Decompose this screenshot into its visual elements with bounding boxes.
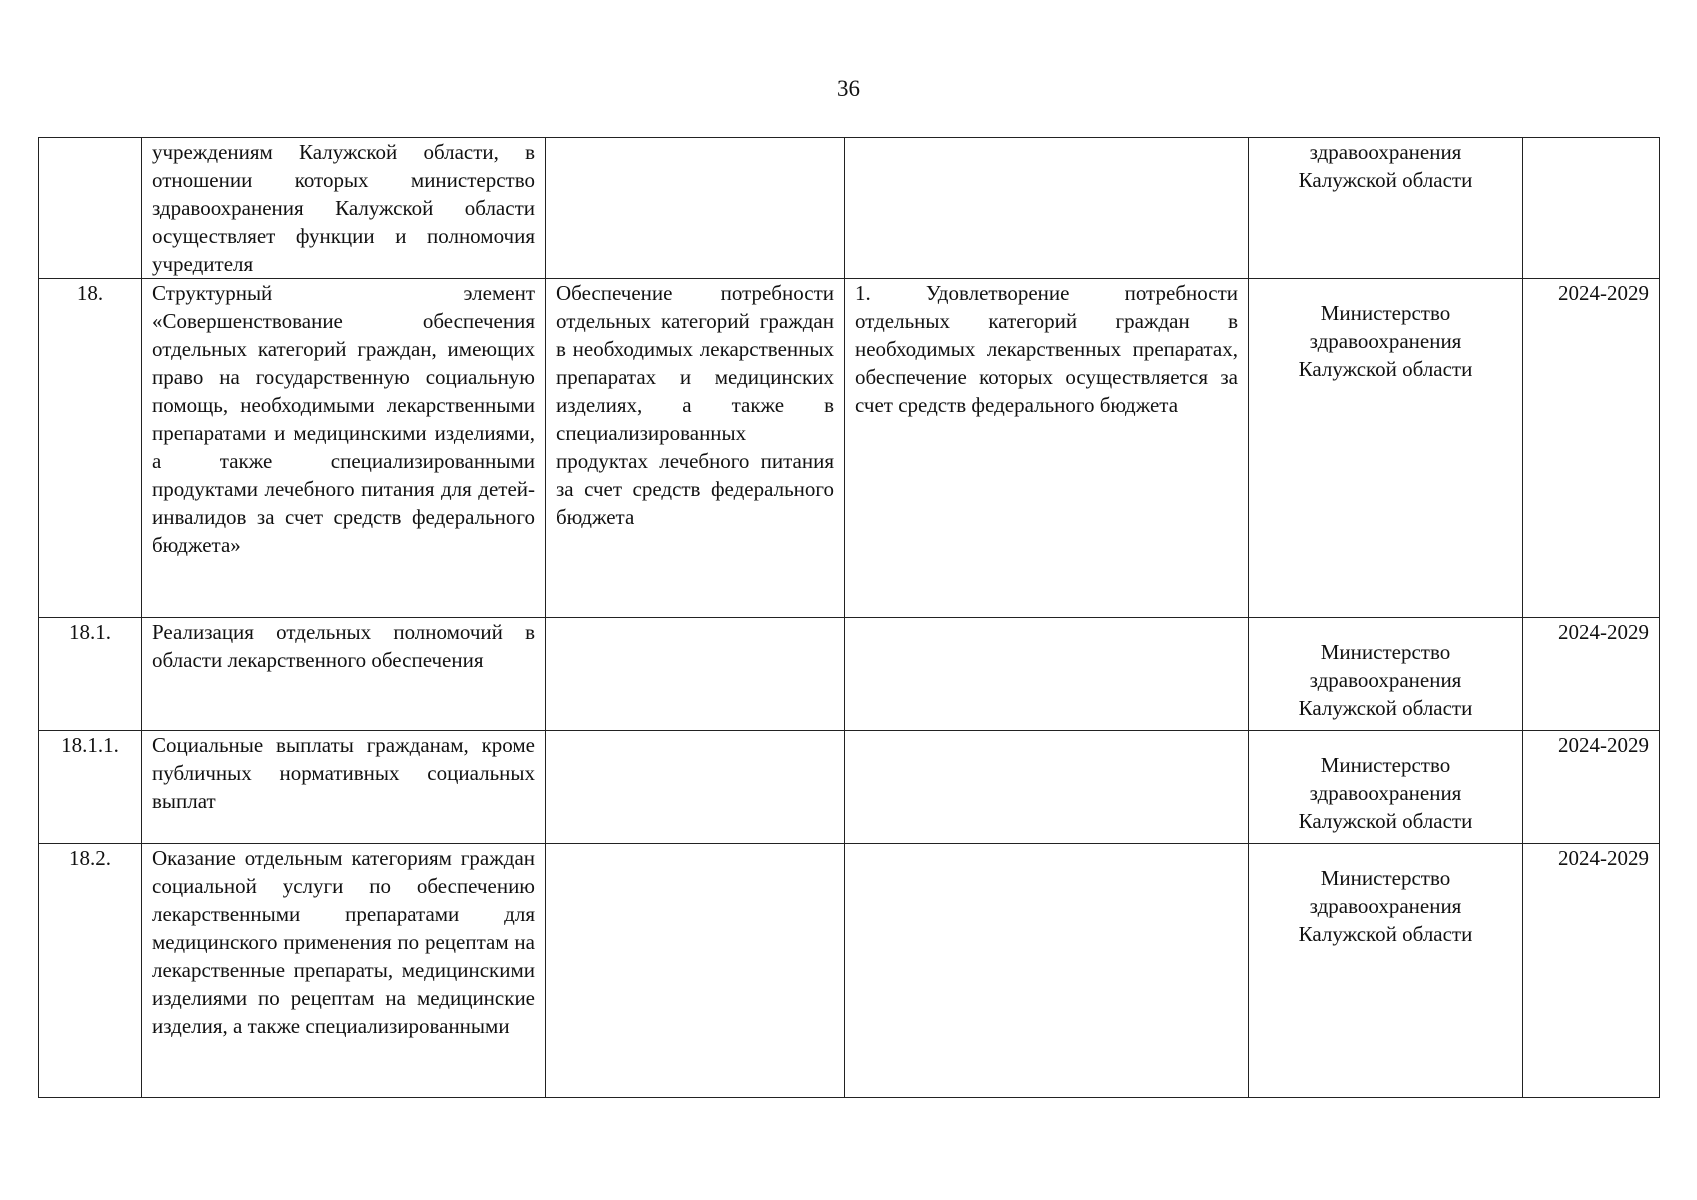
- row-number-cell: 18.1.: [39, 618, 142, 731]
- period-cell: 2024-2029: [1523, 731, 1660, 844]
- page-number: 36: [837, 76, 860, 101]
- table-row: [39, 731, 1660, 844]
- result-cell: [845, 138, 1249, 279]
- row-number-cell: 18.2.: [39, 844, 142, 1098]
- task-cell: [546, 138, 845, 279]
- element-name-cell: Структурный элемент «Совершенствование обеспечения отдельных категорий граждан, имеющих право на государственную социальную помощь, необходимыми лекарственными препаратами и медицинскими изделиями, а также специализированными продуктами лечебного питания для детей-инвалидов за счет средств федерального бюджета»: [142, 279, 546, 618]
- responsible-text: Министерство здравоохранения Калужской области: [1298, 753, 1473, 833]
- responsible-text: Министерство здравоохранения Калужской области: [1298, 301, 1473, 381]
- responsible-cell: [1249, 279, 1523, 618]
- element-name-cell: учреждениям Калужской области, в отношении которых министерство здравоохранения Калужской области осуществляет функции и полномочия учредителя: [142, 138, 546, 279]
- period-cell: 2024-2029: [1523, 844, 1660, 1098]
- table-row: [39, 138, 1660, 279]
- responsible-cell: [1249, 618, 1523, 731]
- task-cell: [546, 731, 845, 844]
- table-row: [39, 618, 1660, 731]
- result-cell: [845, 844, 1249, 1098]
- result-cell: [845, 731, 1249, 844]
- period-cell: 2024-2029: [1523, 279, 1660, 618]
- row-number-cell: 18.: [39, 279, 142, 618]
- row-number-cell: 18.1.1.: [39, 731, 142, 844]
- responsible-cell: [1249, 844, 1523, 1098]
- element-name-cell: Социальные выплаты гражданам, кроме публичных нормативных социальных выплат: [142, 731, 546, 844]
- responsible-text: Министерство здравоохранения Калужской области: [1298, 866, 1473, 946]
- task-cell: [546, 618, 845, 731]
- result-cell: [845, 618, 1249, 731]
- task-cell: Обеспечение потребности отдельных категорий граждан в необходимых лекарственных препаратах и медицинских изделиях, а также в специализированных продуктах лечебного питания за счет средств федерального бюджета: [546, 279, 845, 618]
- element-name-cell: Реализация отдельных полномочий в области лекарственного обеспечения: [142, 618, 546, 731]
- task-cell: [546, 844, 845, 1098]
- responsible-text: Министерство здравоохранения Калужской области: [1298, 640, 1473, 720]
- program-structure-table: [38, 137, 1660, 1098]
- row-number-cell: [39, 138, 142, 279]
- element-name-cell: Оказание отдельным категориям граждан социальной услуги по обеспечению лекарственными препаратами для медицинского применения по рецептам на лекарственные препараты, медицинскими изделиями по рецептам на медицинские изделия, а также специализированными: [142, 844, 546, 1098]
- responsible-cell: [1249, 138, 1523, 279]
- responsible-text: здравоохранения Калужской области: [1298, 140, 1473, 192]
- responsible-cell: [1249, 731, 1523, 844]
- period-cell: 2024-2029: [1523, 618, 1660, 731]
- result-cell: 1. Удовлетворение потребности отдельных категорий граждан в необходимых лекарственных препаратах, обеспечение которых осуществляется за счет средств федерального бюджета: [845, 279, 1249, 618]
- table-row: [39, 279, 1660, 618]
- period-cell: [1523, 138, 1660, 279]
- table-row: [39, 844, 1660, 1098]
